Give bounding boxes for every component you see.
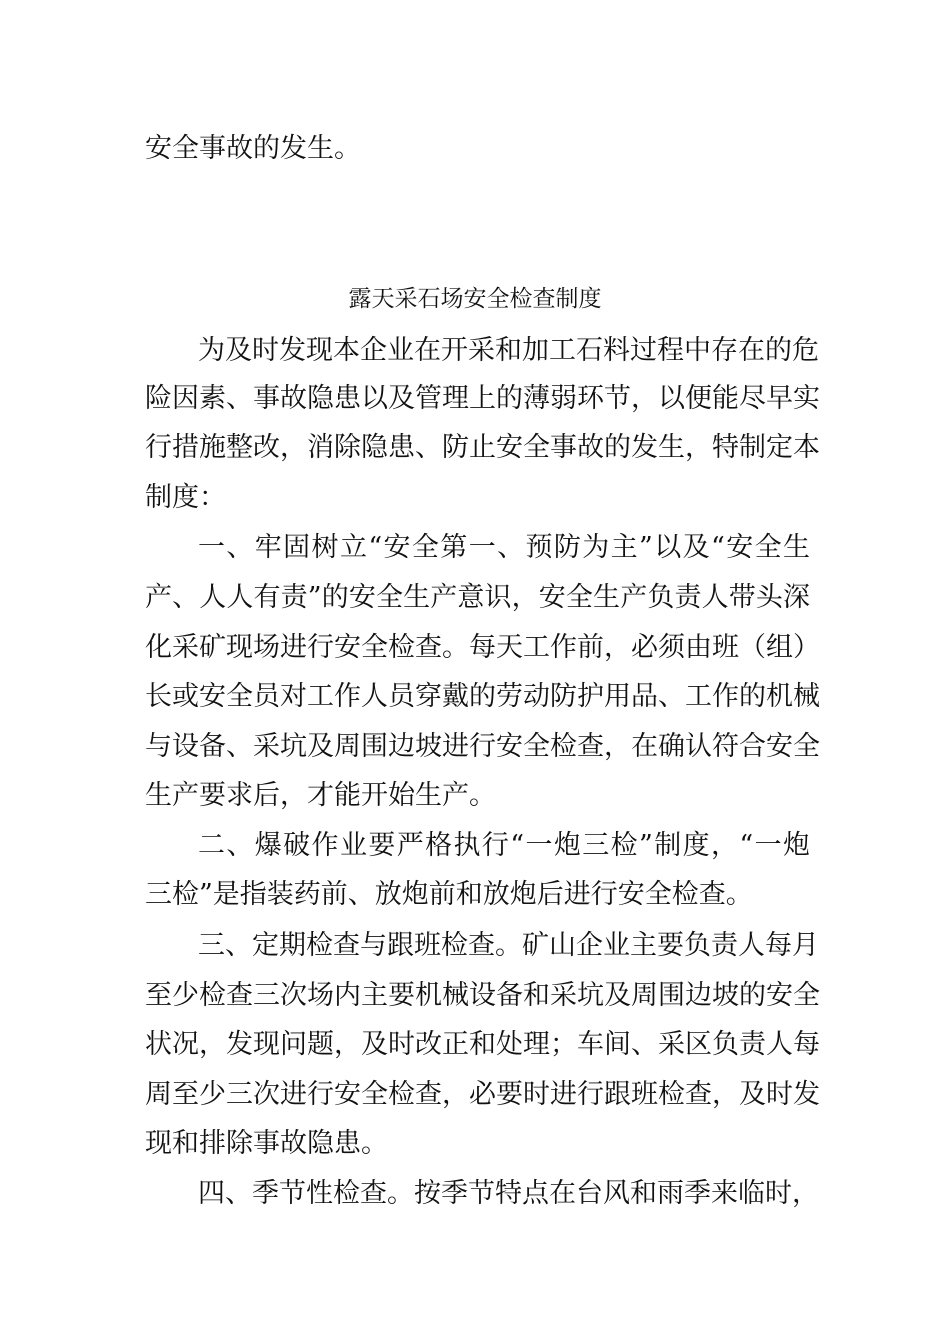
paragraph-line: 产、人人有责”的安全生产意识，安全生产负责人带头深: [145, 582, 810, 613]
paragraph-line: 四、季节性检查。按季节特点在台风和雨季来临时，: [198, 1178, 819, 1209]
paragraph-line: 制度：: [145, 482, 226, 513]
paragraph-line: 与设备、采坑及周围边坡进行安全检查，在确认符合安全: [145, 731, 820, 762]
paragraph-line: 现和排除事故隐患。: [145, 1128, 388, 1159]
paragraph-line: 状况，发现问题，及时改正和处理；车间、采区负责人每: [145, 1029, 820, 1060]
paragraph-line: 周至少三次进行安全检查，必要时进行跟班检查，及时发: [145, 1079, 820, 1110]
paragraph-line: 化采矿现场进行安全检查。每天工作前，必须由班（组）: [145, 632, 820, 663]
continuation-line: 安全事故的发生。: [145, 133, 361, 164]
paragraph-line: 三、定期检查与跟班检查。矿山企业主要负责人每月: [198, 930, 819, 961]
paragraph-line: 至少检查三次场内主要机械设备和采坑及周围边坡的安全: [145, 980, 820, 1011]
paragraph-line: 行措施整改，消除隐患、防止安全事故的发生，特制定本: [145, 432, 820, 463]
paragraph-line: 险因素、事故隐患以及管理上的薄弱环节，以便能尽早实: [145, 383, 820, 414]
paragraph-line: 长或安全员对工作人员穿戴的劳动防护用品、工作的机械: [145, 681, 820, 712]
paragraph-line: 生产要求后，才能开始生产。: [145, 780, 496, 811]
paragraph-line: 一、牢固树立“安全第一、预防为主”以及“安全生: [198, 532, 810, 563]
paragraph-line: 二、爆破作业要严格执行“一炮三检”制度，“一炮: [198, 830, 810, 861]
paragraph-line: 三检”是指装药前、放炮前和放炮后进行安全检查。: [145, 879, 753, 910]
paragraph-line: 为及时发现本企业在开采和加工石料过程中存在的危: [198, 335, 819, 366]
document-title: 露天采石场安全检查制度: [348, 286, 602, 312]
